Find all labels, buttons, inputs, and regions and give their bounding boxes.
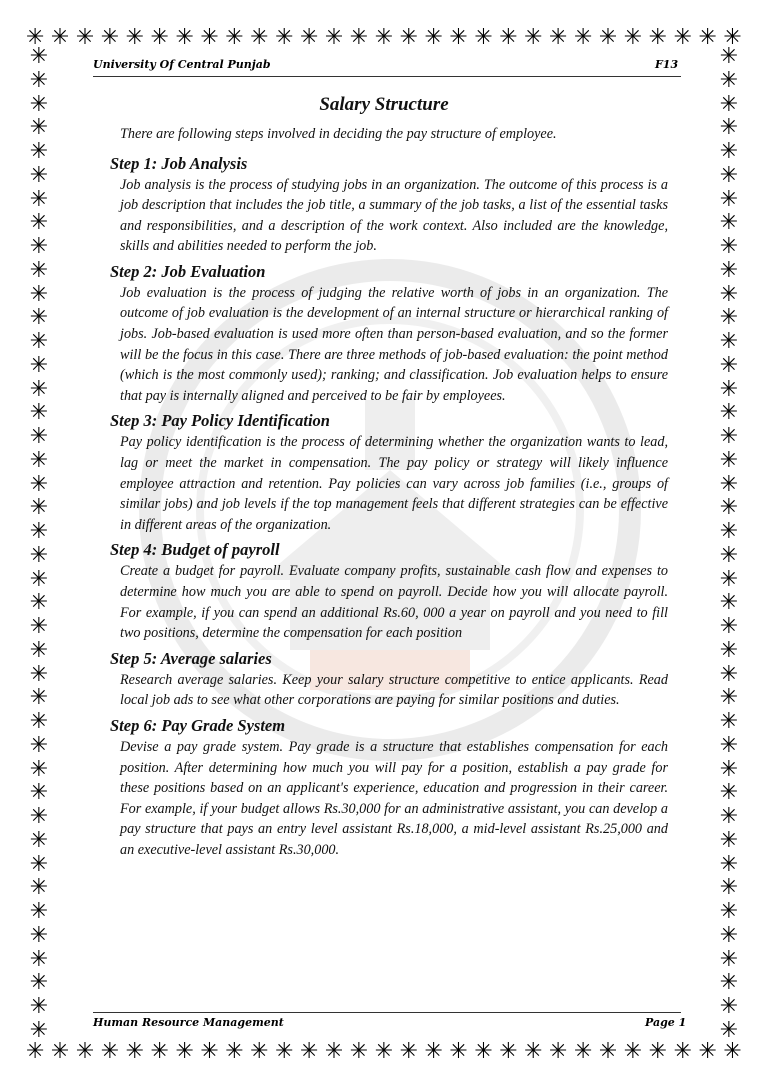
step-body: Pay policy identification is the process of determining whether the organization wants to lead, lag or meet the market in compensation. The pay policy or strategy will likely influence employee attraction and retention. Pay policies can vary across job families (i.e., groups of similar jobs) and job levels if the top management feels that different strategies can be effective in different areas of the organization.	[120, 434, 668, 533]
step-body: Create a budget for payroll. Evaluate company profits, sustainable cash flow and expenses to determine how much you are able to spend on payroll. Decide how you will allocate payroll. For example, if you can spend an additional Rs.60, 000 a year on payroll and you need to fill two positions, determine the compensation for each position	[120, 563, 668, 642]
border-star-icon: ✳	[29, 994, 49, 1019]
border-star-icon: ✳	[673, 1039, 692, 1064]
border-star-icon: ✳	[719, 804, 739, 829]
border-star-icon: ✳	[623, 25, 643, 50]
border-star-icon: ✳	[200, 1039, 219, 1064]
border-star-icon: ✳	[719, 827, 739, 853]
border-star-icon: ✳	[29, 447, 49, 473]
step-heading: Step 5: Average salaries	[110, 648, 272, 668]
step-section	[110, 539, 668, 643]
border-star-icon: ✳	[719, 851, 739, 877]
intro-paragraph: There are following steps involved in deciding the pay structure of employee.	[120, 126, 557, 142]
border-star-icon: ✳	[175, 1039, 194, 1064]
border-star-icon: ✳	[719, 471, 739, 497]
border-star-icon: ✳	[275, 25, 294, 50]
border-top	[26, 25, 742, 51]
border-star-icon: ✳	[673, 25, 692, 50]
border-star-icon: ✳	[349, 1039, 369, 1064]
border-star-icon: ✳	[29, 115, 49, 141]
border-star-icon: ✳	[125, 25, 145, 50]
border-star-icon: ✳	[719, 732, 739, 758]
border-star-icon: ✳	[299, 1039, 319, 1064]
border-star-icon: ✳	[29, 257, 49, 283]
footer-rule	[93, 1012, 681, 1013]
border-star-icon: ✳	[29, 709, 49, 734]
border-star-icon: ✳	[719, 329, 739, 354]
border-star-icon: ✳	[275, 1039, 294, 1064]
border-star-icon: ✳	[424, 25, 443, 50]
border-star-icon: ✳	[29, 685, 49, 711]
border-star-icon: ✳	[29, 732, 49, 758]
border-star-icon: ✳	[719, 637, 739, 663]
border-star-icon: ✳	[719, 139, 739, 164]
border-star-icon: ✳	[719, 495, 739, 521]
step-body: Research average salaries. Keep your salary structure competitive to entice applicants. Read local job ads to see what other corporations are paying for similar positions and duties.	[120, 671, 668, 709]
border-star-icon: ✳	[719, 780, 739, 806]
border-star-icon: ✳	[719, 566, 739, 592]
border-star-icon: ✳	[29, 827, 49, 853]
border-star-icon: ✳	[719, 709, 739, 734]
border-star-icon: ✳	[299, 25, 319, 50]
step-section	[110, 410, 668, 535]
border-star-icon: ✳	[719, 970, 739, 996]
border-star-icon: ✳	[719, 447, 739, 473]
border-star-icon: ✳	[29, 851, 49, 877]
border-star-icon: ✳	[75, 25, 95, 50]
border-star-icon: ✳	[499, 25, 518, 50]
step-body: Job evaluation is the process of judging the relative worth of jobs in an organization. The outcome of job evaluation is the development of an internal structure or hierarchical ranking of jobs. Job-based evaluation is used more often than person-based evaluation, and so the former will be the focus in this case. There are three methods of job-based evaluation: the point method (which is the most commonly used); ranking; and classification. Job evaluation helps to ensure that pay is internally aligned and perceived to be fair by employees.	[120, 284, 668, 404]
border-star-icon: ✳	[719, 899, 739, 924]
border-star-icon: ✳	[598, 25, 618, 50]
border-star-icon: ✳	[648, 1039, 668, 1064]
step-body: Job analysis is the process of studying jobs in an organization. The outcome of this process is a job description that includes the job title, a summary of the job tasks, a list of the essential tasks and responsibilities, and a description of the work context. Also included are the knowledge, skills and abilities needed to perform the job.	[120, 176, 668, 255]
border-star-icon: ✳	[225, 25, 244, 50]
border-star-icon: ✳	[100, 1039, 120, 1064]
border-star-icon: ✳	[29, 614, 49, 639]
step-section	[110, 153, 668, 257]
border-star-icon: ✳	[29, 376, 49, 402]
border-star-icon: ✳	[524, 25, 543, 50]
border-star-icon: ✳	[29, 899, 49, 924]
header-course-code: F13	[655, 58, 679, 71]
border-star-icon: ✳	[75, 1039, 95, 1064]
border-star-icon: ✳	[719, 922, 739, 948]
header-university-name: University Of Central Punjab	[93, 58, 271, 71]
border-right	[716, 46, 742, 1042]
step-heading: Step 6: Pay Grade System	[110, 715, 286, 735]
border-star-icon: ✳	[719, 756, 739, 782]
border-star-icon: ✳	[29, 970, 49, 996]
step-section	[110, 261, 668, 407]
border-star-icon: ✳	[723, 25, 742, 50]
border-star-icon: ✳	[474, 1039, 493, 1064]
border-star-icon: ✳	[50, 25, 70, 50]
border-star-icon: ✳	[719, 91, 739, 117]
border-star-icon: ✳	[524, 1039, 543, 1064]
border-star-icon: ✳	[719, 46, 739, 69]
border-star-icon: ✳	[719, 875, 739, 901]
step-section	[110, 648, 668, 711]
border-star-icon: ✳	[719, 352, 739, 378]
border-star-icon: ✳	[719, 281, 739, 307]
border-star-icon: ✳	[29, 281, 49, 307]
border-star-icon: ✳	[29, 804, 49, 829]
border-star-icon: ✳	[719, 257, 739, 283]
border-star-icon: ✳	[719, 400, 739, 426]
border-star-icon: ✳	[26, 25, 45, 50]
border-star-icon: ✳	[29, 305, 49, 331]
border-star-icon: ✳	[29, 590, 49, 616]
border-star-icon: ✳	[374, 25, 394, 50]
border-star-icon: ✳	[623, 1039, 643, 1064]
border-star-icon: ✳	[698, 25, 717, 50]
border-star-icon: ✳	[324, 25, 344, 50]
border-star-icon: ✳	[719, 376, 739, 402]
border-star-icon: ✳	[29, 234, 49, 259]
border-star-icon: ✳	[125, 1039, 145, 1064]
border-star-icon: ✳	[719, 685, 739, 711]
border-star-icon: ✳	[719, 994, 739, 1019]
border-star-icon: ✳	[150, 25, 169, 50]
border-star-icon: ✳	[29, 471, 49, 497]
step-heading: Step 2: Job Evaluation	[110, 261, 266, 281]
border-star-icon: ✳	[29, 424, 49, 449]
border-star-icon: ✳	[449, 25, 468, 50]
border-star-icon: ✳	[29, 637, 49, 663]
step-body: Devise a pay grade system. Pay grade is a structure that establishes compensation for each position. After determining how much you will pay for a position, establish a pay grade for these positions based on an applicant's experience, education and progression in their career. For example, if your budget allows Rs.30,000 for an administrative assistant, you can develop a pay structure that pays an entry level assistant Rs.18,000, a mid-level assistant Rs.25,000 and an executive-level assistant Rs.30,000.	[120, 738, 668, 858]
border-star-icon: ✳	[598, 1039, 618, 1064]
border-star-icon: ✳	[29, 756, 49, 782]
border-star-icon: ✳	[250, 25, 269, 50]
border-star-icon: ✳	[474, 25, 493, 50]
border-star-icon: ✳	[648, 25, 668, 50]
border-star-icon: ✳	[719, 661, 739, 687]
border-star-icon: ✳	[719, 162, 739, 188]
border-star-icon: ✳	[100, 25, 120, 50]
border-star-icon: ✳	[719, 67, 739, 93]
border-star-icon: ✳	[499, 1039, 518, 1064]
border-star-icon: ✳	[29, 210, 49, 236]
step-section	[110, 715, 668, 861]
border-star-icon: ✳	[549, 1039, 568, 1064]
header-rule	[93, 76, 681, 77]
border-star-icon: ✳	[719, 519, 739, 544]
border-star-icon: ✳	[449, 1039, 468, 1064]
border-star-icon: ✳	[29, 162, 49, 188]
border-star-icon: ✳	[349, 25, 369, 50]
document-body	[110, 124, 668, 865]
border-star-icon: ✳	[29, 67, 49, 93]
border-star-icon: ✳	[719, 424, 739, 449]
border-star-icon: ✳	[719, 210, 739, 236]
border-star-icon: ✳	[29, 661, 49, 687]
step-heading: Step 1: Job Analysis	[110, 153, 248, 173]
border-star-icon: ✳	[26, 1039, 45, 1064]
border-star-icon: ✳	[324, 1039, 344, 1064]
border-star-icon: ✳	[719, 1017, 739, 1042]
border-star-icon: ✳	[719, 305, 739, 331]
border-star-icon: ✳	[29, 495, 49, 521]
border-star-icon: ✳	[29, 780, 49, 806]
border-star-icon: ✳	[29, 352, 49, 378]
border-star-icon: ✳	[424, 1039, 443, 1064]
border-star-icon: ✳	[29, 91, 49, 117]
border-star-icon: ✳	[719, 115, 739, 141]
page-title: Salary Structure	[319, 94, 449, 115]
border-star-icon: ✳	[225, 1039, 244, 1064]
border-star-icon: ✳	[374, 1039, 394, 1064]
step-heading: Step 4: Budget of payroll	[110, 540, 280, 560]
border-star-icon: ✳	[50, 1039, 70, 1064]
border-star-icon: ✳	[719, 542, 739, 568]
border-star-icon: ✳	[29, 566, 49, 592]
border-star-icon: ✳	[29, 186, 49, 212]
border-star-icon: ✳	[399, 1039, 419, 1064]
border-star-icon: ✳	[200, 25, 219, 50]
border-star-icon: ✳	[399, 25, 419, 50]
footer-course-name: Human Resource Management	[93, 1016, 284, 1029]
border-star-icon: ✳	[29, 542, 49, 568]
border-star-icon: ✳	[250, 1039, 269, 1064]
border-bottom	[26, 1039, 742, 1065]
border-star-icon: ✳	[29, 400, 49, 426]
footer-page-number: Page 1	[645, 1016, 687, 1029]
border-left	[26, 46, 52, 1042]
border-star-icon: ✳	[29, 922, 49, 948]
border-star-icon: ✳	[29, 519, 49, 544]
border-star-icon: ✳	[29, 875, 49, 901]
border-star-icon: ✳	[29, 46, 49, 69]
border-star-icon: ✳	[719, 614, 739, 639]
border-star-icon: ✳	[29, 946, 49, 972]
border-star-icon: ✳	[150, 1039, 169, 1064]
border-star-icon: ✳	[719, 946, 739, 972]
step-heading: Step 3: Pay Policy Identification	[110, 411, 330, 431]
border-star-icon: ✳	[719, 590, 739, 616]
border-star-icon: ✳	[573, 1039, 593, 1064]
border-star-icon: ✳	[698, 1039, 717, 1064]
border-star-icon: ✳	[29, 139, 49, 164]
border-star-icon: ✳	[549, 25, 568, 50]
border-star-icon: ✳	[719, 186, 739, 212]
border-star-icon: ✳	[719, 234, 739, 259]
border-star-icon: ✳	[175, 25, 194, 50]
border-star-icon: ✳	[723, 1039, 742, 1064]
border-star-icon: ✳	[29, 1017, 49, 1042]
border-star-icon: ✳	[29, 329, 49, 354]
border-star-icon: ✳	[573, 25, 593, 50]
